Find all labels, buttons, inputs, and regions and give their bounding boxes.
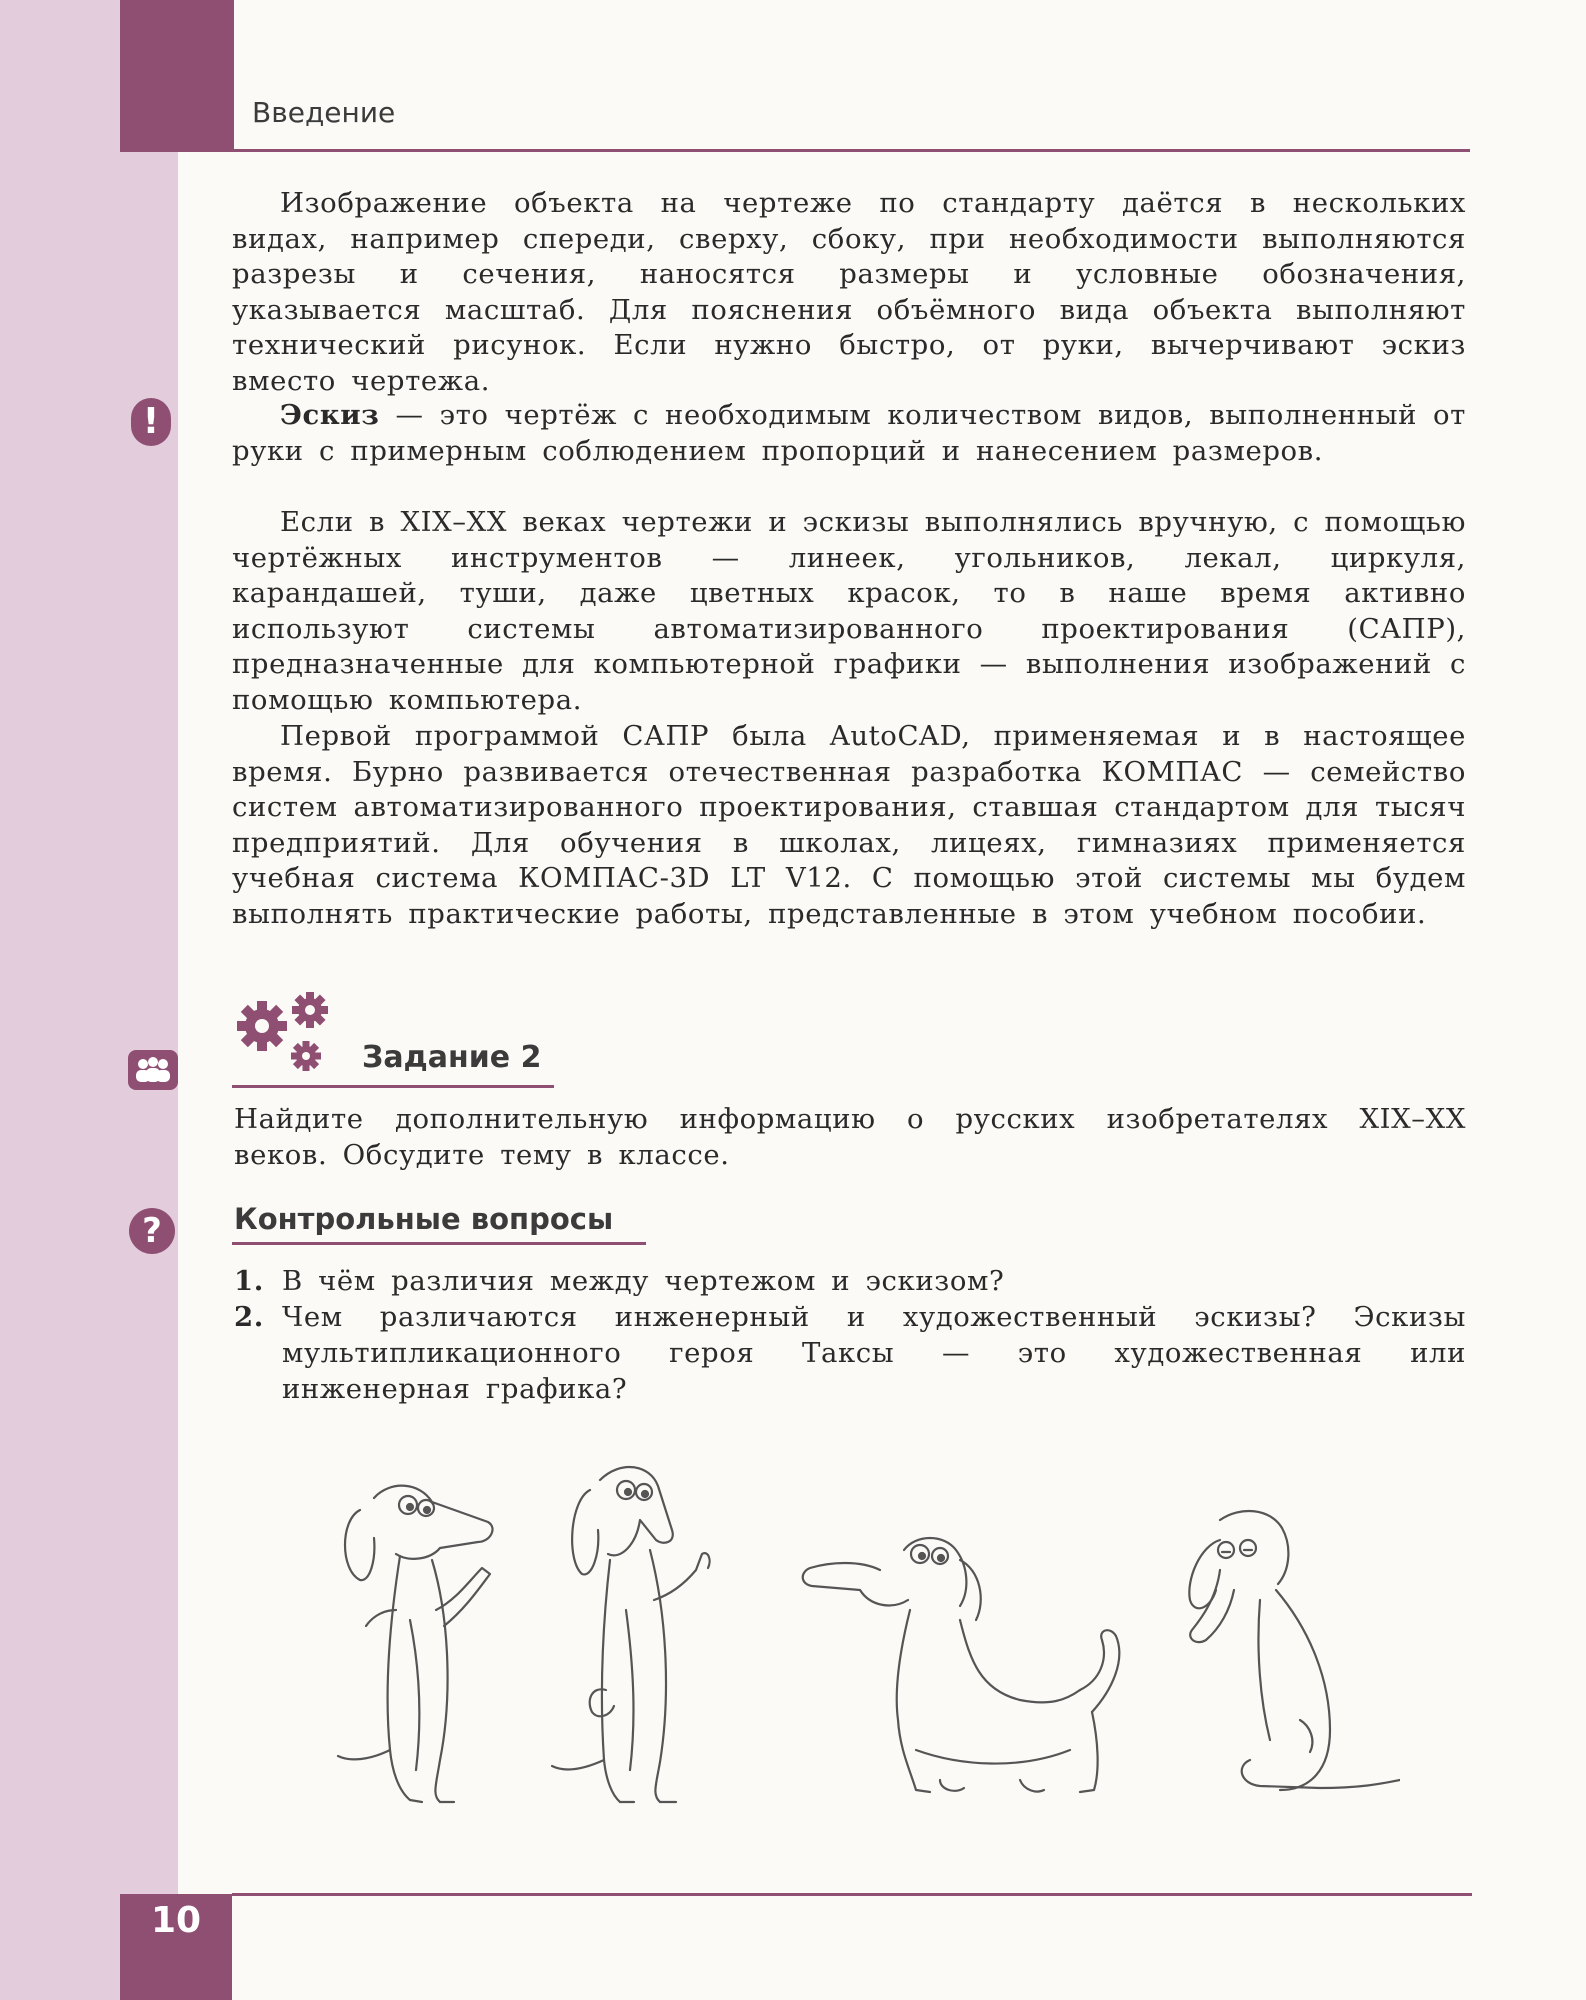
section-title: Введение [252,96,396,129]
page-number: 10 [150,1900,202,1941]
paragraph-views: Изображение объекта на чертеже по стандарту даётся в нескольких видах, например спереди, сверху, сбоку, при необходимости выполняются разрезы и сечения, наносятся размеры и условные обозначения, указывается масштаб. Для пояснения объёмного вида объекта выполняют технический рисунок. Если нужно быстро, от руки, вычерчивают эскиз вместо чертежа. [232,187,1466,397]
question-text: В чём различия между чертежом и эскизом? [282,1265,1005,1297]
question-number: 1. [234,1265,264,1297]
sketch-definition-text: — это чертёж с необходимым количеством видов, выполненный от руки с примерным соблюдением пропорций и нанесением размеров. [232,399,1466,467]
sketch-definition [232,398,1466,469]
left-margin-strip [0,0,178,2000]
paragraph-sketch [232,398,1466,469]
dachshund-sketch-4 [1189,1511,1400,1790]
header-color-block [120,0,234,152]
control-questions-list [234,1263,1466,1407]
dachshund-sketch-3 [803,1538,1120,1792]
dachshund-sketches-illustration [320,1450,1400,1830]
paragraph-kompas: Первой программой САПР была AutoCAD, применяемая и в настоящее время. Бурно развивается отечественная разработка КОМПАС — семейство систем автоматизированного проектирования, ставшая стандартом для тысяч предприятий. Для обучения в школах, лицеях, гимназиях применяется учебная система КОМПАС-3D LT V12. С помощью этой системы мы будем выполнять практические работы, представленные в этом учебном пособии. [232,720,1466,930]
intro-paragraph [232,186,1466,400]
question-marker-icon: ? [129,1208,175,1254]
header-rule [234,149,1470,152]
gears-icon [232,990,342,1080]
task-text: Найдите дополнительную информацию о русских изобретателях XIX–XX веков. Обсудите тему в классе. [234,1103,1466,1171]
paragraph-cad: Если в XIX–XX веках чертежи и эскизы выполнялись вручную, с помощью чертёжных инструментов — линеек, угольников, лекал, циркуля, карандашей, туши, даже цветных красок, то в наше время активно используют системы автоматизированного проектирования (САПР), предназначенные для компьютерной графики — выполнения изображений с помощью компьютера. [232,506,1466,716]
footer-rule [232,1893,1472,1896]
question-text: Чем различаются инженерный и художественный эскизы? Эскизы мультипликационного героя Таксы — это художественная или инженерная графика? [282,1301,1466,1405]
dachshund-sketch-1 [338,1486,493,1802]
question-item [234,1299,1466,1407]
task-rule [232,1085,554,1088]
sketch-term: Эскиз [280,399,380,431]
task-title: Задание 2 [362,1040,542,1075]
important-marker-icon: ! [131,398,171,446]
control-questions-rule [232,1242,646,1245]
control-questions-title: Контрольные вопросы [234,1202,614,1236]
dachshund-sketch-2 [552,1467,710,1802]
question-number: 2. [234,1301,264,1333]
cad-paragraph [232,505,1466,719]
kompas-paragraph [232,719,1466,933]
question-item [234,1263,1466,1299]
group-work-icon [128,1050,178,1090]
